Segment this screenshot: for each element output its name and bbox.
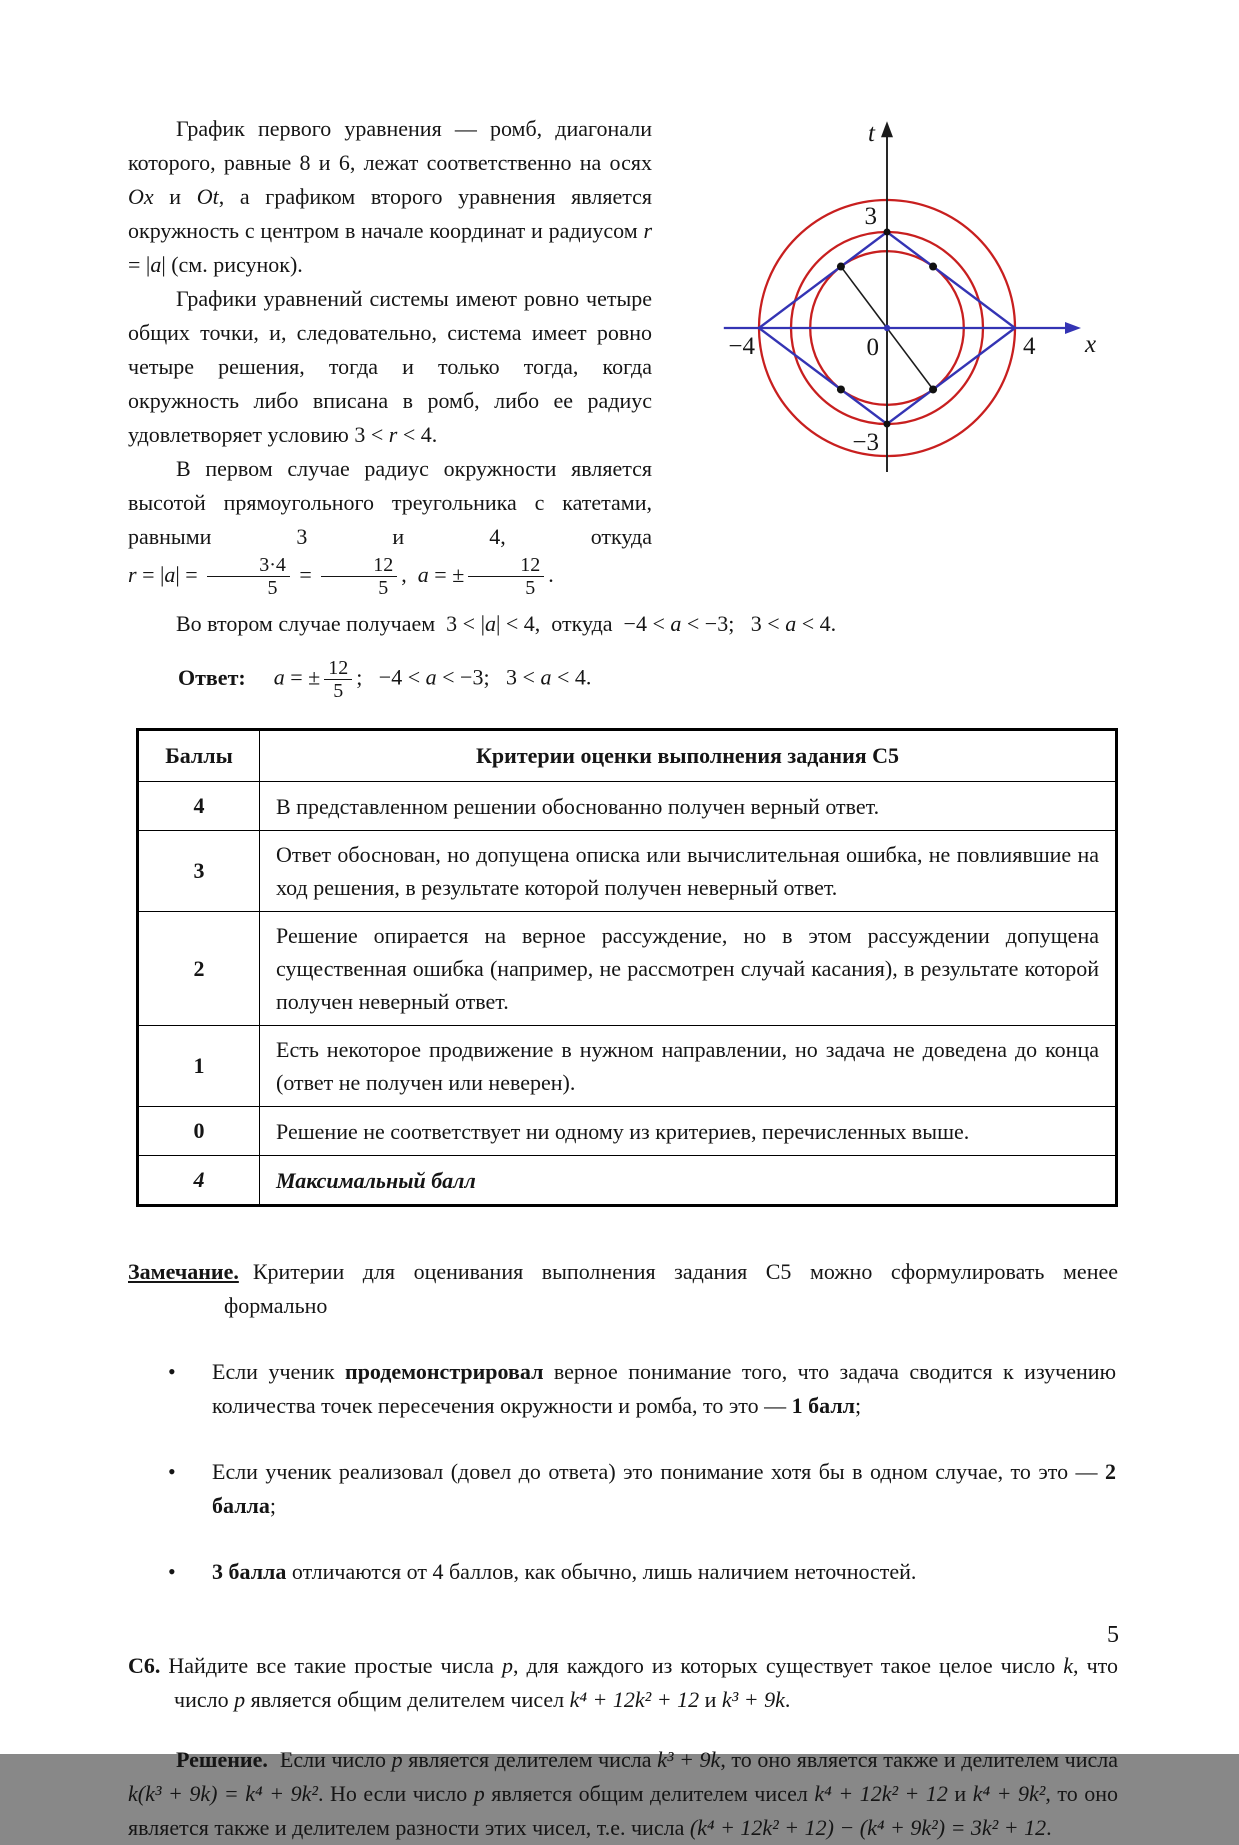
- formula-equals: =: [293, 561, 318, 587]
- fraction-12-over-5-b: $\frac{12}{5}$: [468, 554, 544, 599]
- page-number: 5: [1107, 1622, 1119, 1648]
- problem-c6-label: С6.: [128, 1653, 161, 1678]
- criteria-row: [138, 831, 1117, 912]
- criteria-row: [138, 912, 1117, 1026]
- c6-solution-text: Если число p является делителем числа k³ + 9k, то оно является также и делителем числа k(k³ + 9k) = k⁴ + 9k². Но если число p является общим делителем чисел k⁴ + 12k² + 12 и k⁴ + 9k², то оно является также и делителем разности этих чисел, т.е. числа (k⁴ + 12k² + 12) − (k⁴ + 9k²) = 3k² + 12.: [128, 1747, 1119, 1840]
- coordinate-figure: [722, 100, 1114, 480]
- score-cell: 4: [138, 1156, 260, 1206]
- bullet-icon: •: [168, 1459, 176, 1484]
- criteria-cell: В представленном решении обоснованно получен верный ответ.: [260, 782, 1117, 831]
- score-cell: 1: [138, 1026, 260, 1107]
- fraction-3x4-over-5: $\frac{3\cdot 4}{5}$: [207, 554, 290, 599]
- note-bullets: [128, 1355, 1118, 1589]
- figure-column: [652, 100, 1118, 599]
- answer-line: [128, 657, 1118, 702]
- criteria-cell: Решение опирается на верное рассуждение, но в этом рассуждении допущена существенная ошибка (например, не рассмотрен случай касания), в результате которой получен неверный ответ.: [260, 912, 1117, 1026]
- tangent-point-dot: [929, 385, 937, 393]
- note-intro: Критерии для оценивания выполнения задания С5 можно сформулировать менее формально: [224, 1259, 1118, 1318]
- answer-a-equals: a = ±: [273, 664, 321, 690]
- bullet-icon: •: [168, 1559, 176, 1584]
- criteria-table-head: [138, 730, 1117, 782]
- tick-label-minus-3: −3: [852, 429, 879, 456]
- formula-period: .: [548, 561, 554, 587]
- score-cell: 3: [138, 831, 260, 912]
- tick-label-3: 3: [864, 203, 877, 230]
- c6-solution-paragraph: [128, 1743, 1118, 1845]
- note-label: Замечание.: [128, 1259, 239, 1284]
- criteria-table: [136, 728, 1118, 1207]
- criteria-row: [138, 1107, 1117, 1156]
- header-score-column: Баллы: [138, 730, 260, 782]
- t-axis-label: t: [868, 120, 875, 148]
- tangent-point-dot: [929, 263, 937, 271]
- answer-label: Ответ:: [178, 664, 246, 690]
- solution-paragraph-1: График первого уравнения — ромб, диагонали которого, равные 8 и 6, лежат соответственно на осях Ox и Ot, а графиком второго уравнения является окружность с центром в начале координат и радиусом r = |a| (см. рисунок).: [128, 116, 652, 277]
- x-axis-label: x: [1085, 331, 1097, 358]
- t-axis-arrow: [881, 121, 893, 137]
- problem-c6: [128, 1649, 1118, 1717]
- criteria-table-body: [138, 782, 1117, 1206]
- formula-prefix: r = |a| =: [128, 561, 204, 587]
- bullet-text: Если ученик продемонстрировал верное понимание того, что задача сводится к изучению количества точек пересечения окружности и ромба, то это — 1 балл;: [212, 1359, 1116, 1418]
- tick-label-minus-4: −4: [728, 333, 755, 360]
- note-block: [128, 1255, 1118, 1323]
- solution-paragraph-2: Графики уравнений системы имеют ровно четыре общих точки, и, следовательно, система имеет ровно четыре решения, тогда и только тогда, когда окружность либо вписана в ромб, либо ее радиус удовлетворяет условию 3 < r < 4.: [128, 286, 652, 447]
- paragraph-3-text: В первом случае радиус окружности является высотой прямоугольного треугольника с катетами, равными 3 и 4, откуда: [128, 456, 652, 549]
- c6-solution-label: Решение.: [176, 1747, 268, 1772]
- vertex-dot: [884, 229, 891, 236]
- score-cell: 4: [138, 782, 260, 831]
- criteria-header-row: [138, 730, 1117, 782]
- score-cell: 0: [138, 1107, 260, 1156]
- answer-intervals: ; −4 < a < −3; 3 < a < 4.: [356, 664, 592, 690]
- bullet-icon: •: [168, 1359, 176, 1384]
- formula-a-equals: a = ±: [417, 561, 465, 587]
- radius-formula: [128, 554, 554, 599]
- tangent-point-dot: [837, 263, 845, 271]
- criteria-row: [138, 1026, 1117, 1107]
- solution-paragraph-4: Во втором случае получаем 3 < |a| < 4, откуда −4 < a < −3; 3 < a < 4.: [176, 611, 837, 636]
- criteria-cell: Максимальный балл: [260, 1156, 1117, 1206]
- solution-text-column: [128, 112, 652, 599]
- solution-top-block: [128, 112, 1118, 599]
- header-criteria-column: Критерии оценки выполнения задания С5: [260, 730, 1117, 782]
- note-bullet: [128, 1555, 1118, 1589]
- bullet-text: Если ученик реализовал (довел до ответа) это понимание хотя бы в одном случае, то это — 2 балла;: [212, 1459, 1116, 1518]
- answer-fraction: $\frac{12}{5}$: [324, 657, 352, 702]
- criteria-cell: Ответ обоснован, но допущена описка или вычислительная ошибка, не повлиявшие на ход решения, в результате которой получен неверный ответ.: [260, 831, 1117, 912]
- solution-paragraph-3: [128, 452, 652, 599]
- origin-dot: [884, 325, 890, 331]
- score-cell: 2: [138, 912, 260, 1026]
- origin-label: 0: [866, 334, 879, 361]
- problem-c6-text: Найдите все такие простые числа p, для каждого из которых существует такое целое число k, что число p является общим делителем чисел k⁴ + 12k² + 12 и k³ + 9k.: [168, 1653, 1118, 1712]
- tick-label-4: 4: [1023, 333, 1036, 360]
- criteria-cell: Есть некоторое продвижение в нужном направлении, но задача не доведена до конца (ответ не получен или неверен).: [260, 1026, 1117, 1107]
- note-bullet: [128, 1455, 1118, 1523]
- note-bullet: [128, 1355, 1118, 1423]
- criteria-row: [138, 1156, 1117, 1206]
- criteria-cell: Решение не соответствует ни одному из критериев, перечисленных выше.: [260, 1107, 1117, 1156]
- criteria-row: [138, 782, 1117, 831]
- vertex-dot: [884, 421, 891, 428]
- x-axis-arrow: [1065, 322, 1081, 334]
- fraction-12-over-5: $\frac{12}{5}$: [321, 554, 397, 599]
- rhombus-circles-plot: [722, 100, 1114, 480]
- bullet-text: 3 балла отличаются от 4 баллов, как обычно, лишь наличием неточностей.: [212, 1559, 917, 1584]
- tangent-point-dot: [837, 385, 845, 393]
- formula-separator: ,: [401, 561, 418, 587]
